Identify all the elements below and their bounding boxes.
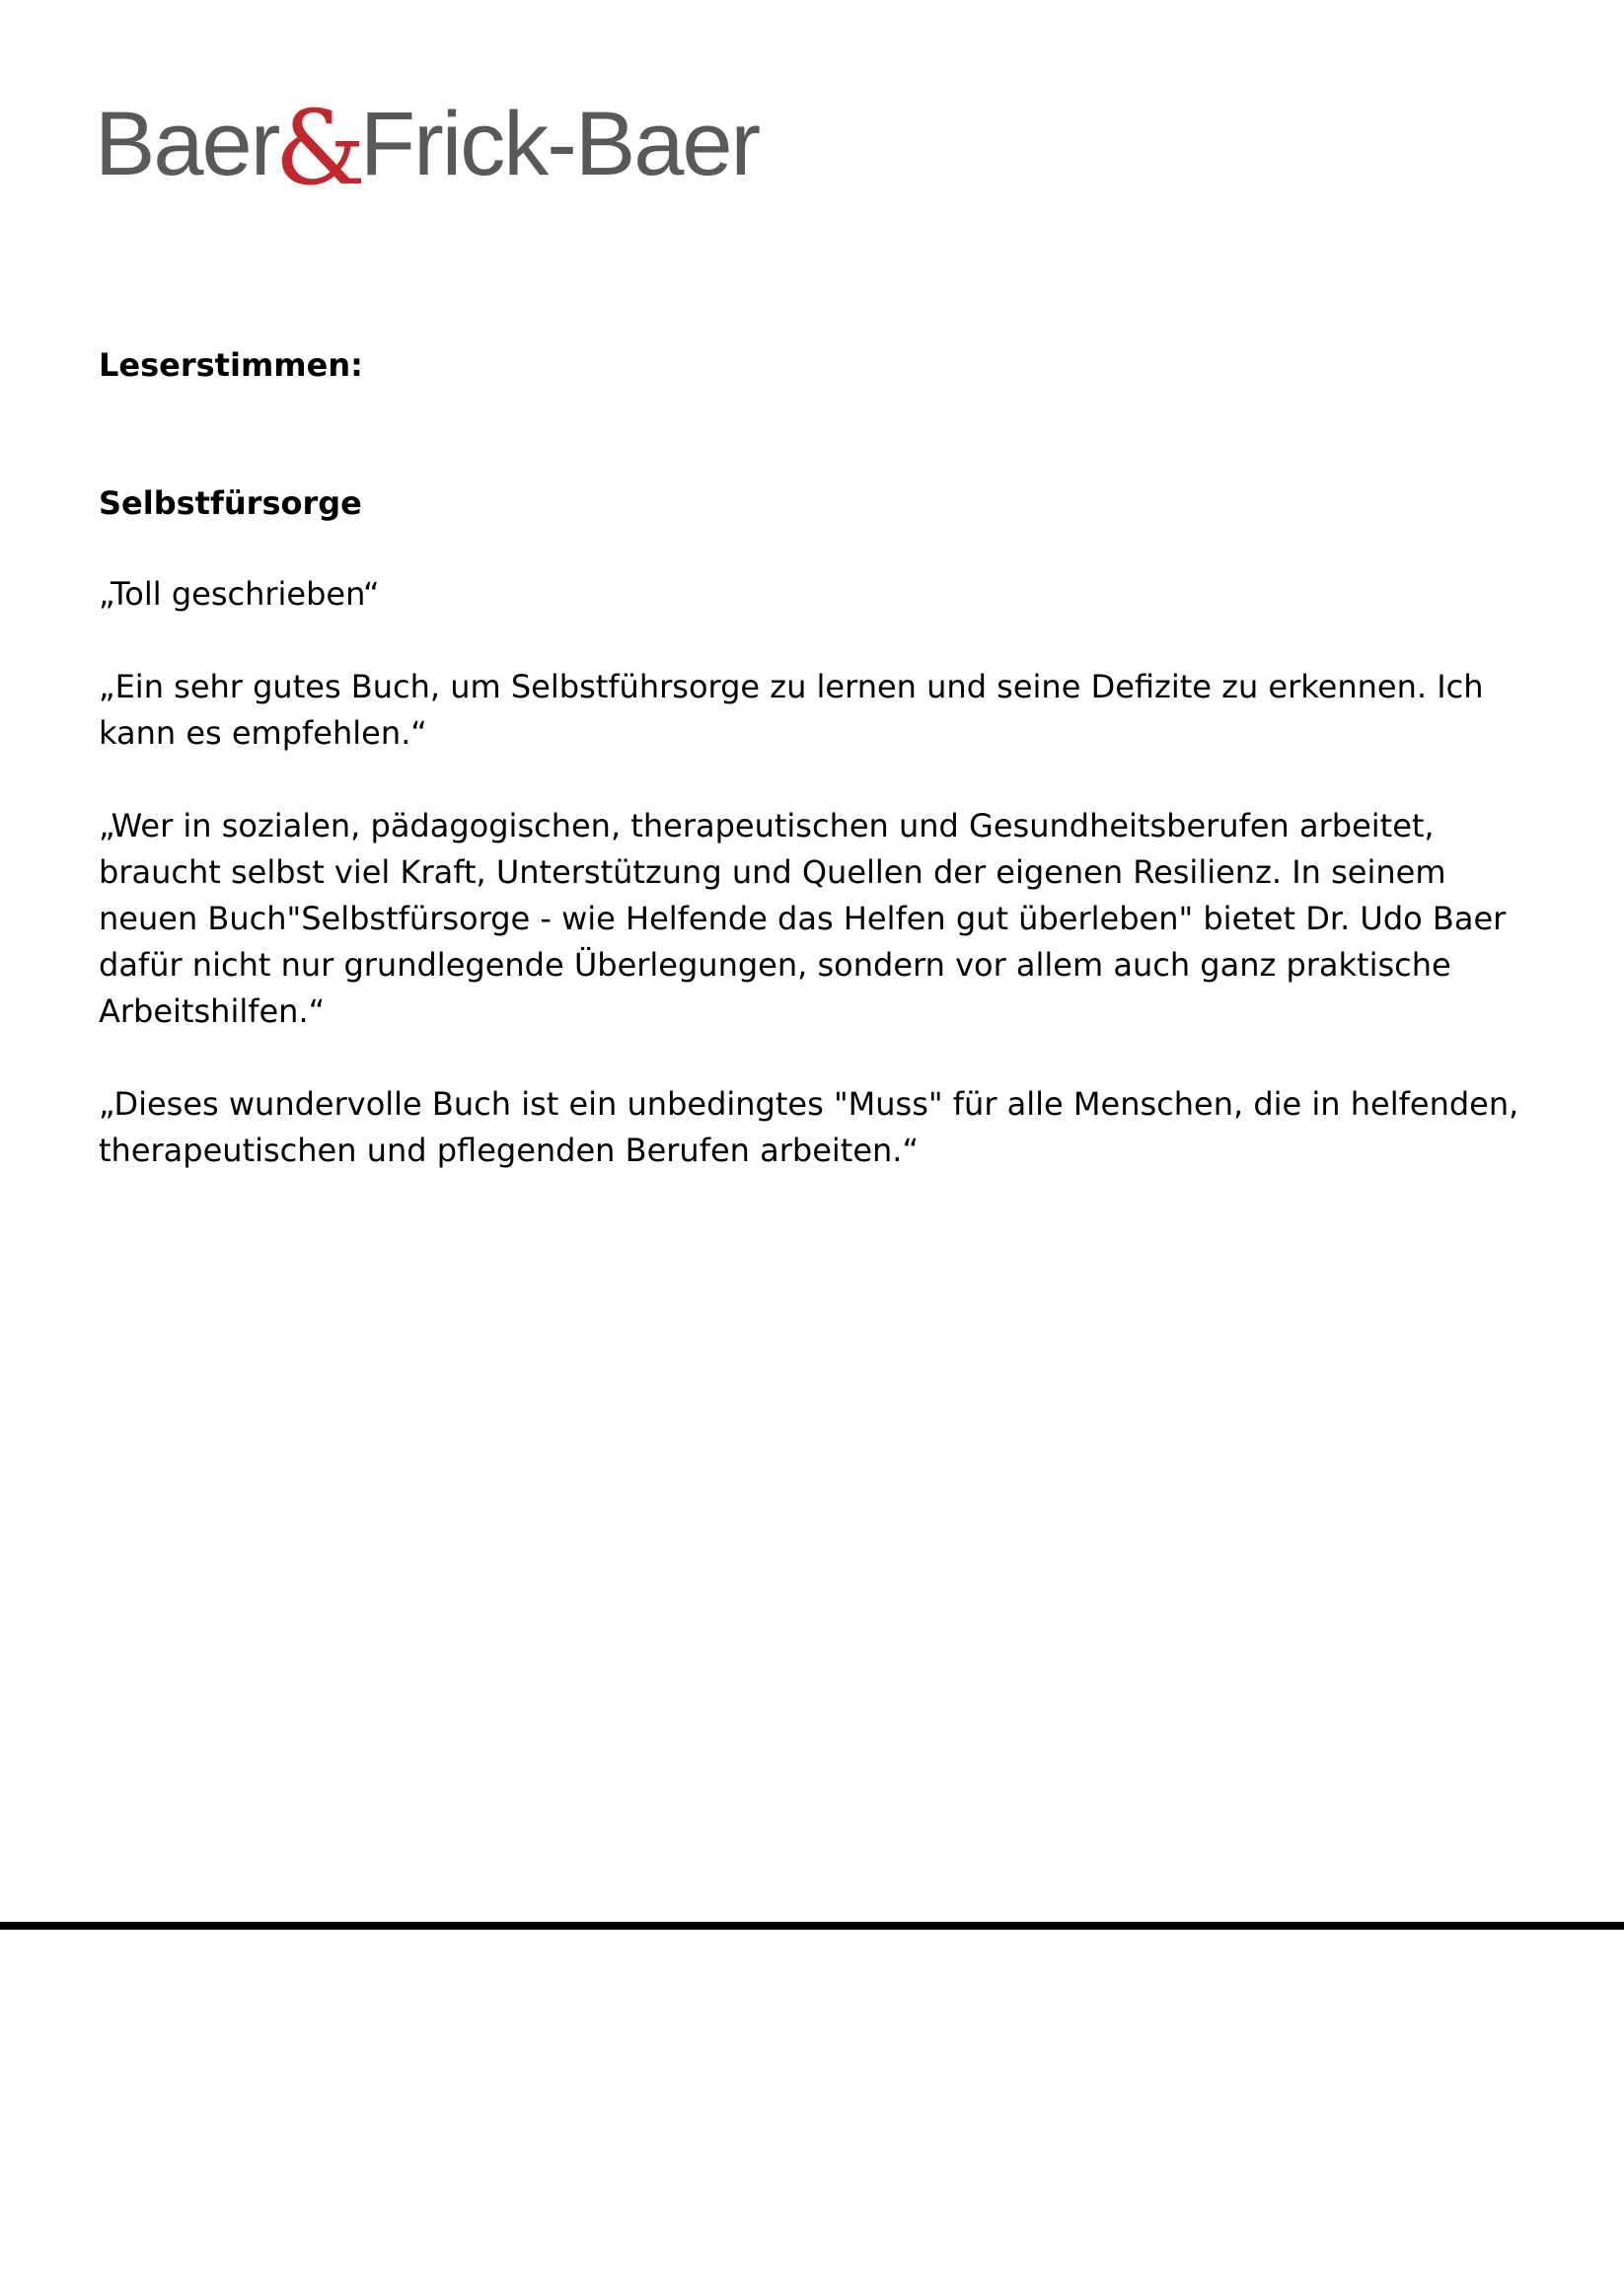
document-body bbox=[99, 345, 1539, 1220]
reader-quote: „Toll geschrieben“ bbox=[99, 575, 380, 614]
section-title: Selbstfürsorge bbox=[99, 483, 362, 522]
page-heading: Leserstimmen: bbox=[99, 346, 363, 384]
company-logo bbox=[95, 88, 760, 208]
reader-quote: „Wer in sozialen, pädagogischen, therapeutischen und Gesundheitsberufen arbeitet, braucht selbst viel Kraft, Unterstützung und Quellen der eigenen Resilienz. In seinem neuen Buch"Selbstfürsorge - wie Helfende das Helfen gut überleben" bietet Dr. Udo Baer dafür nicht nur grundlegende Überlegungen, sondern vor allem auch ganz praktische Arbeitshilfen.“ bbox=[99, 807, 1507, 1031]
logo-ampersand: & bbox=[274, 88, 364, 208]
footer-divider bbox=[0, 1922, 1624, 1930]
reader-quote: „Ein sehr gutes Buch, um Selbstführsorge zu lernen und seine Defizite zu erkennen. Ich kann es empfehlen.“ bbox=[99, 668, 1484, 753]
logo-text-baer: Baer bbox=[95, 94, 279, 194]
reader-quote: „Dieses wundervolle Buch ist ein unbedingtes "Muss" für alle Menschen, die in helfenden, therapeutischen und pflegenden Berufen arbeiten.“ bbox=[99, 1085, 1519, 1170]
logo-text-frick-baer: Frick-Baer bbox=[359, 94, 760, 194]
